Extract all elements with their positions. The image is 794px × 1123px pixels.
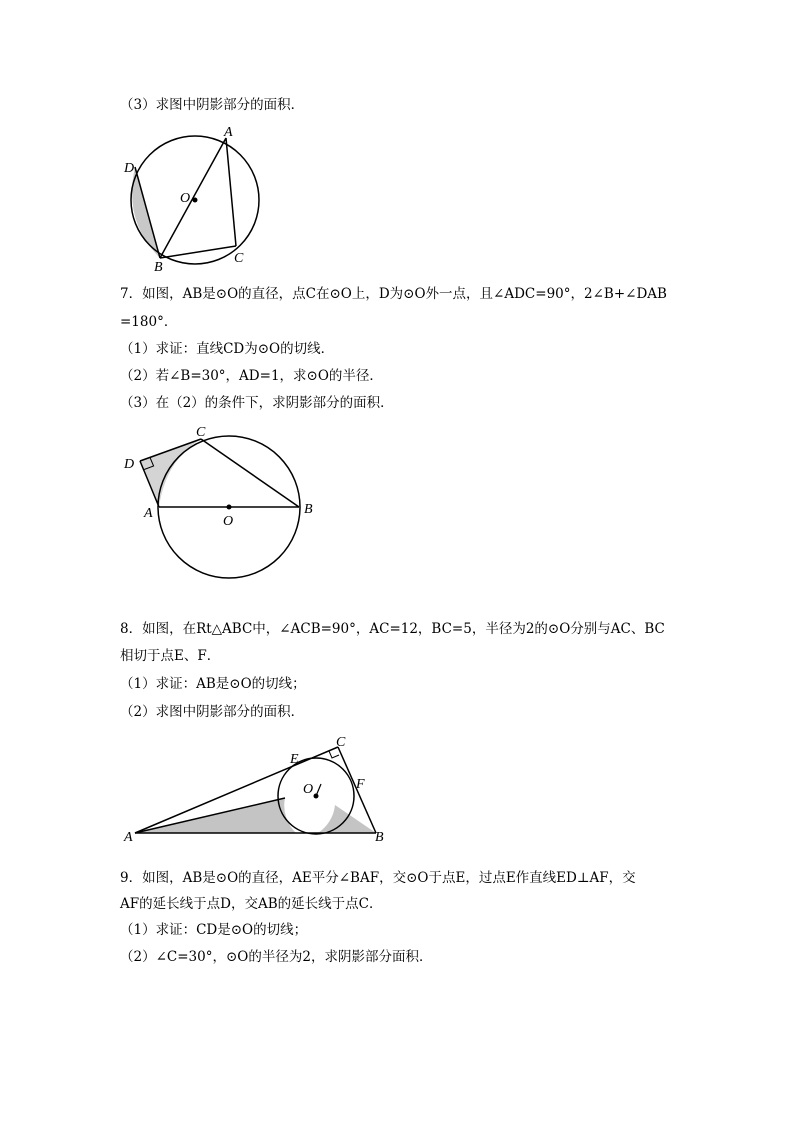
label-a: A bbox=[224, 125, 233, 140]
q9-stem-line2: AF的延长线于点D，交AB的延长线于点C． bbox=[120, 896, 383, 912]
q9-part1: （1）求证：CD是⊙O的切线； bbox=[120, 922, 308, 938]
label-b: B bbox=[304, 502, 313, 517]
q7-stem-line2: =180°． bbox=[120, 314, 178, 330]
q6-part3: （3）求图中阴影部分的面积． bbox=[120, 97, 305, 113]
q7-part3: （3）在（2）的条件下，求阴影部分的面积． bbox=[120, 395, 394, 411]
label-o: O bbox=[303, 782, 314, 797]
right-angle-mark bbox=[329, 751, 339, 758]
q8-stem-line1: 8．如图，在Rt△ABC中，∠ACB=90°，AC=12，BC=5，半径为2的⊙O分别与AC、BC bbox=[120, 621, 665, 637]
label-d: D bbox=[124, 161, 135, 176]
label-f: F bbox=[356, 777, 365, 792]
q8-part2: （2）求图中阴影部分的面积． bbox=[120, 704, 305, 720]
label-b: B bbox=[154, 260, 163, 274]
label-c: C bbox=[196, 425, 206, 440]
q8-stem-line2: 相切于点E、F． bbox=[120, 648, 221, 664]
label-b: B bbox=[375, 830, 384, 845]
label-d: D bbox=[124, 457, 135, 472]
q7-stem-line1: 7．如图，AB是⊙O的直径，点C在⊙O上，D为⊙O外一点，且∠ADC=90°，2∠B+∠DAB bbox=[120, 286, 667, 302]
q7-part1: （1）求证：直线CD为⊙O的切线． bbox=[120, 341, 335, 357]
q9-part2: （2）∠C=30°，⊙O的半径为2，求阴影部分面积． bbox=[120, 949, 433, 965]
label-a: A bbox=[144, 506, 153, 521]
label-a: A bbox=[124, 830, 133, 845]
q9-stem-line1: 9．如图，AB是⊙O的直径，AE平分∠BAF，交⊙O于点E，过点E作直线ED⊥AF，交 bbox=[120, 870, 636, 886]
center-point bbox=[193, 198, 198, 203]
q7-part2: （2）若∠B=30°，AD=1，求⊙O的半径． bbox=[120, 368, 383, 384]
q8-part1: （1）求证：AB是⊙O的切线； bbox=[120, 676, 306, 692]
figure-q6 bbox=[118, 122, 268, 274]
center-point bbox=[227, 505, 232, 510]
label-c: C bbox=[336, 735, 346, 750]
label-o: O bbox=[223, 514, 234, 529]
shaded-region bbox=[140, 439, 201, 507]
figure-q8 bbox=[118, 730, 398, 850]
label-o: O bbox=[180, 191, 191, 206]
center-point bbox=[314, 794, 319, 799]
label-c: C bbox=[234, 251, 244, 266]
figure-q7 bbox=[118, 420, 328, 586]
label-e: E bbox=[290, 752, 299, 767]
